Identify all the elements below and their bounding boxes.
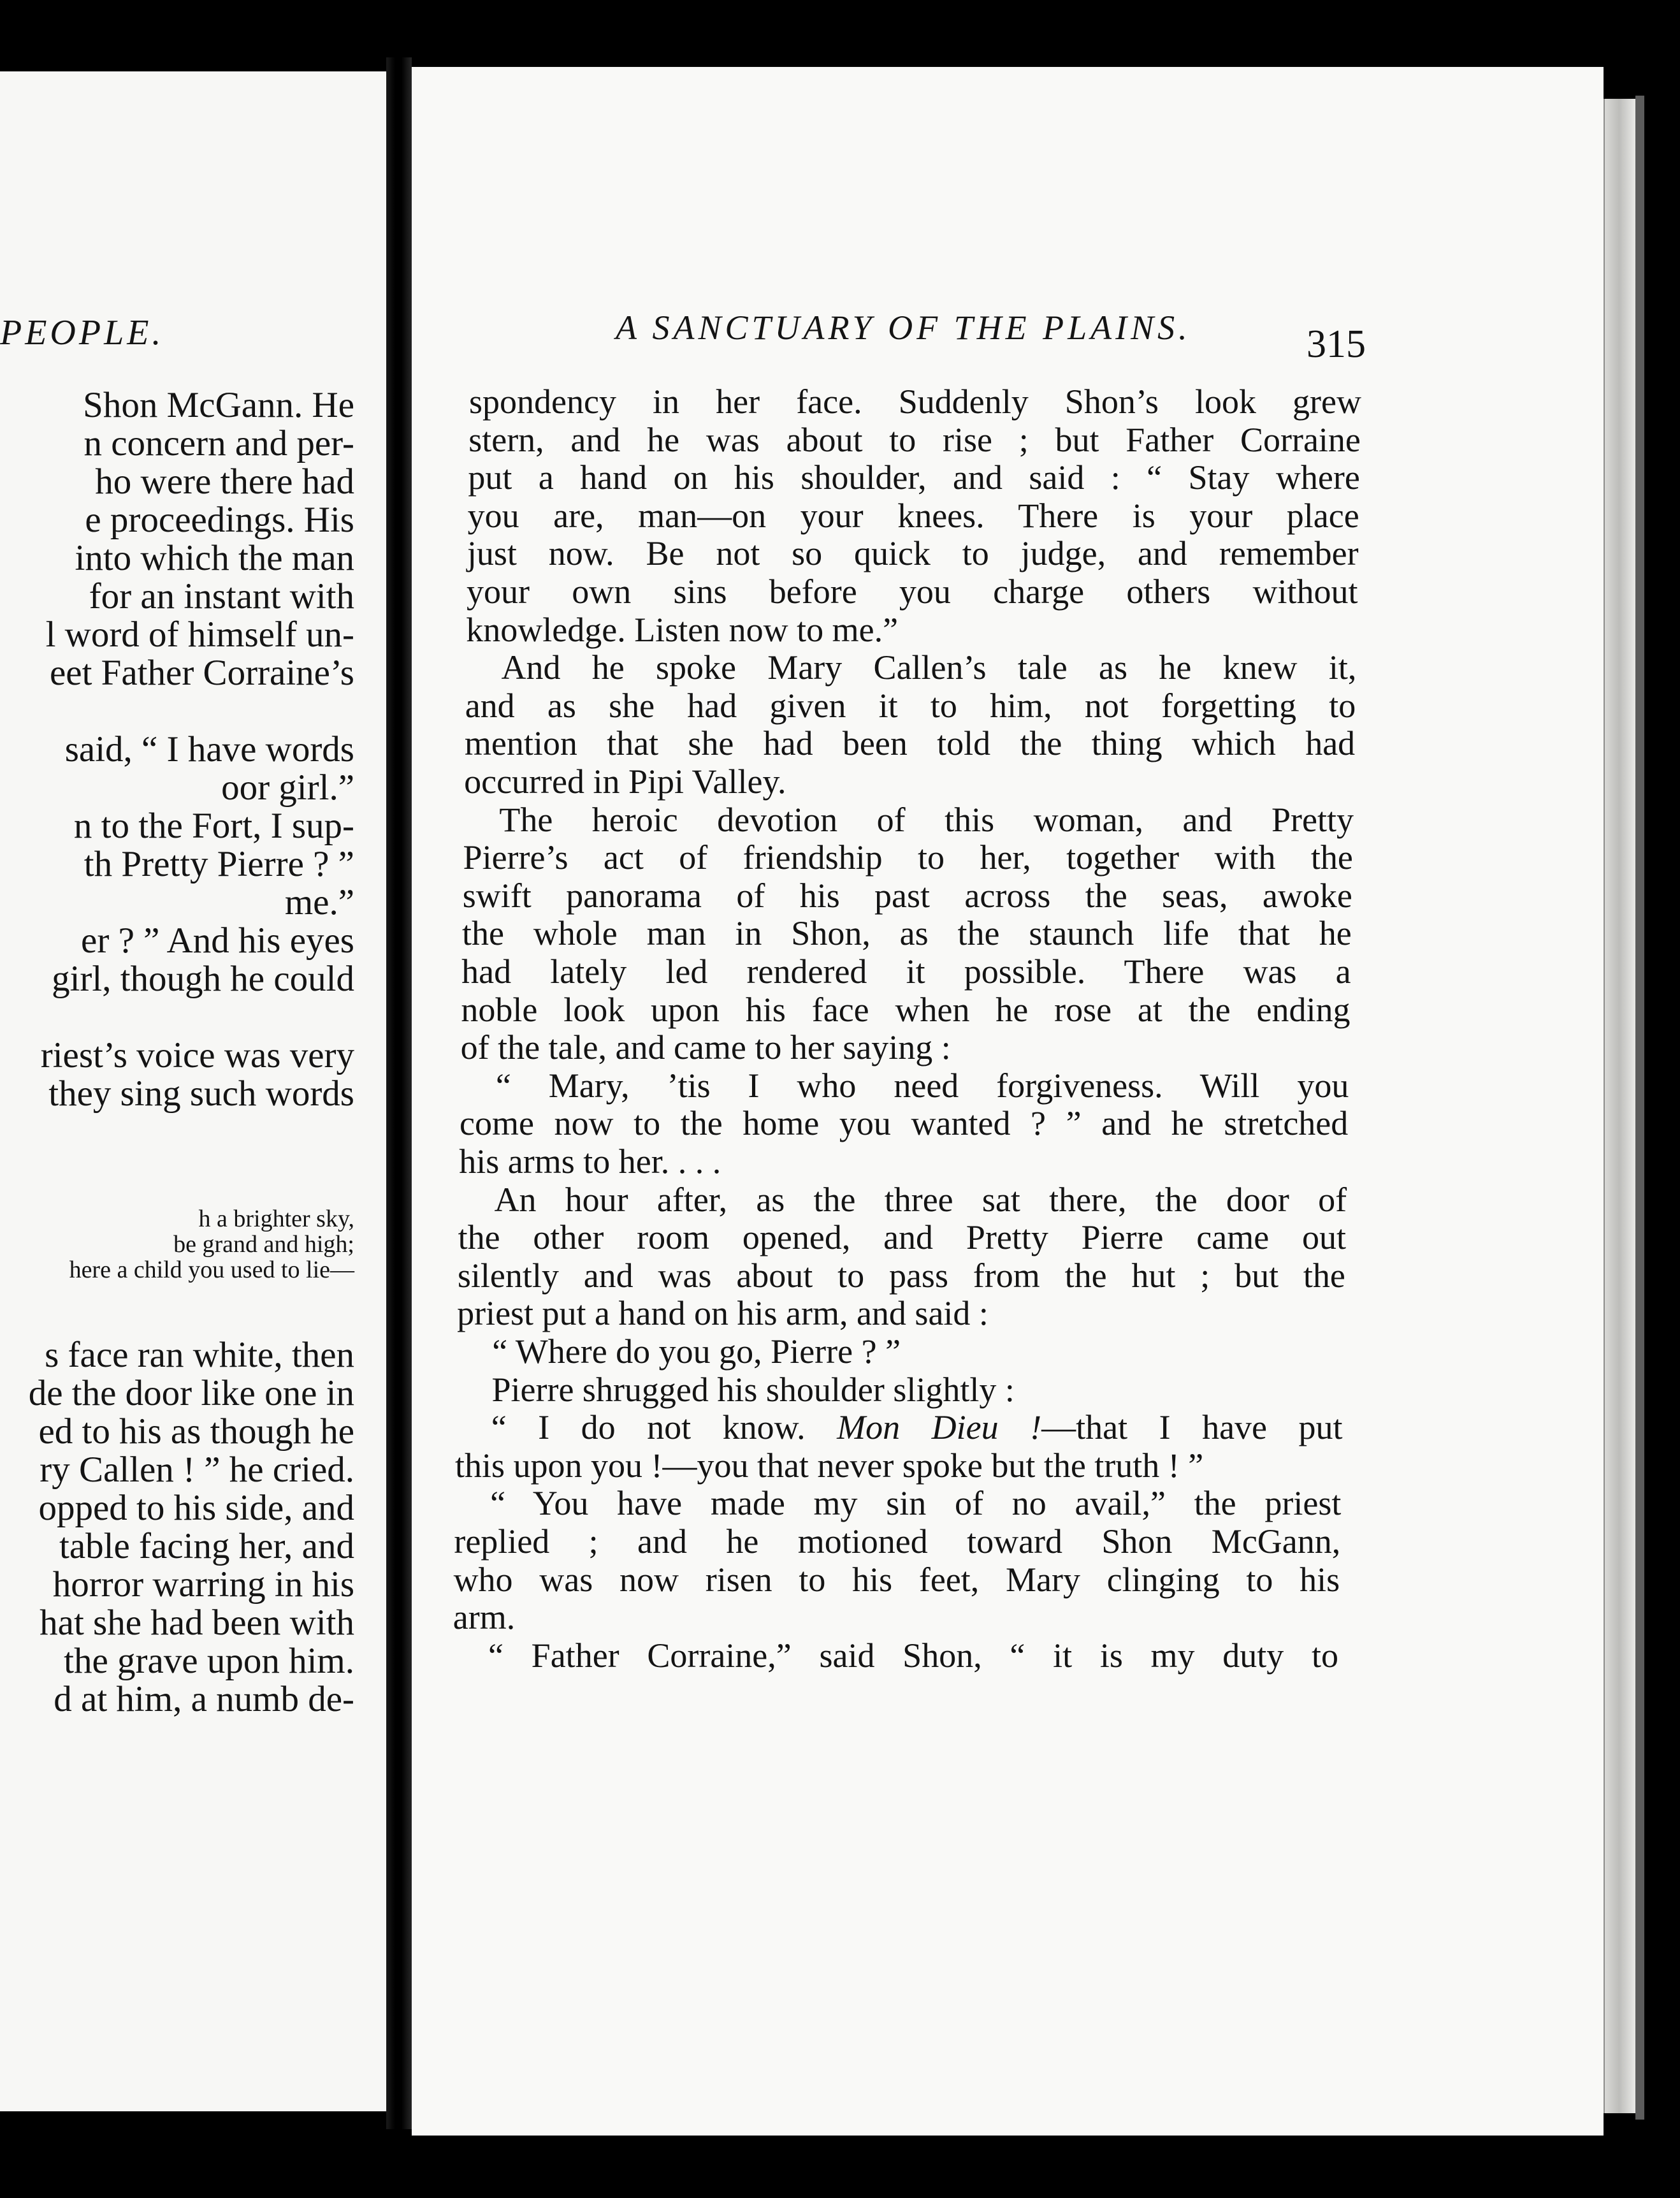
body-text-line: “ I do not know. Mon Dieu !—that I have put xyxy=(491,1408,1343,1447)
body-text-line: spondency in her face. Suddenly Shon’s look grew xyxy=(469,382,1361,421)
left-text-line: n concern and per- xyxy=(83,423,354,463)
left-text-line: opped to his side, and xyxy=(38,1488,354,1528)
left-text-line: s face ran white, then xyxy=(45,1335,354,1375)
body-text-line: “ Where do you go, Pierre ? ” xyxy=(492,1332,901,1371)
body-text-line: Pierre shrugged his shoulder slightly : xyxy=(491,1370,1015,1409)
left-text-line: oor girl.” xyxy=(221,768,354,808)
body-text-line: and as she had given it to him, not forgetting to xyxy=(465,686,1356,725)
body-text-line: come now to the home you wanted ? ” and he stretched xyxy=(460,1104,1349,1143)
left-text-line: hat she had been with xyxy=(40,1603,354,1643)
page-edge-shadow xyxy=(1635,96,1644,2120)
body-text-line: who was now risen to his feet, Mary clinging to his xyxy=(453,1560,1340,1599)
body-text-line: priest put a hand on his arm, and said : xyxy=(457,1294,988,1333)
body-text-line: your own sins before you charge others without xyxy=(467,572,1358,611)
body-text-line: the other room opened, and Pretty Pierre came out xyxy=(458,1218,1346,1257)
left-poem-line: h a brighter sky, xyxy=(198,1205,354,1232)
left-text-line: into which the man xyxy=(75,538,354,578)
body-text-line: you are, man—on your knees. There is your place xyxy=(467,496,1359,535)
body-text-line: And he spoke Mary Callen’s tale as he knew it, xyxy=(501,648,1357,687)
left-text-line: ry Callen ! ” he cried. xyxy=(40,1450,354,1490)
left-text-line: ed to his as though he xyxy=(38,1411,354,1452)
body-text-line: put a hand on his shoulder, and said : “ Stay where xyxy=(468,458,1360,497)
body-text-line: The heroic devotion of this woman, and Pretty xyxy=(499,800,1354,839)
body-text-line: An hour after, as the three sat there, the door of xyxy=(494,1180,1347,1219)
left-text-line: the grave upon him. xyxy=(64,1641,354,1681)
page-edge xyxy=(1604,99,1637,2113)
body-text-line: this upon you !—you that never spoke but the truth ! ” xyxy=(454,1446,1204,1485)
left-text-line: for an instant with xyxy=(89,576,354,616)
left-page xyxy=(0,71,386,2111)
body-text-line: his arms to her. . . . xyxy=(459,1142,721,1181)
body-text-line: “ Mary, ’tis I who need forgiveness. Will you xyxy=(495,1066,1349,1105)
body-text-line: “ Father Corraine,” said Shon, “ it is my duty to xyxy=(488,1636,1338,1675)
body-text-line: stern, and he was about to rise ; but Father Corraine xyxy=(468,420,1361,459)
left-text-line: d at him, a numb de- xyxy=(54,1679,354,1719)
left-text-line: riest’s voice was very xyxy=(40,1035,354,1075)
left-text-line: eet Father Corraine’s xyxy=(50,653,354,693)
body-text-line: mention that she had been told the thing which had xyxy=(464,724,1356,763)
body-text-line: noble look upon his face when he rose at the ending xyxy=(461,990,1351,1029)
page-number: 315 xyxy=(1307,323,1366,366)
left-poem-line: here a child you used to lie— xyxy=(69,1256,354,1283)
left-text-line: ho were there had xyxy=(95,462,354,502)
body-text-line: swift panorama of his past across the seas, awoke xyxy=(462,876,1352,915)
left-text-line: horror warring in his xyxy=(52,1564,354,1605)
right-running-header: A SANCTUARY OF THE PLAINS. xyxy=(616,309,1191,347)
left-text-line: me.” xyxy=(284,882,354,922)
left-text-line: de the door like one in xyxy=(28,1373,354,1413)
body-text-line: knowledge. Listen now to me.” xyxy=(466,610,899,649)
left-running-header: PEOPLE. xyxy=(0,313,164,353)
left-text-line: said, “ I have words xyxy=(64,729,354,769)
left-text-line: e proceedings. His xyxy=(85,500,354,540)
left-text-line: n to the Fort, I sup- xyxy=(73,806,354,846)
body-text-line: “ You have made my sin of no avail,” the priest xyxy=(490,1484,1342,1523)
left-text-line: er ? ” And his eyes xyxy=(81,921,354,961)
left-text-line: girl, though he could xyxy=(52,959,354,999)
book-gutter xyxy=(386,57,412,2129)
body-text-line: arm. xyxy=(453,1598,516,1637)
body-text-line: had lately led rendered it possible. There was a xyxy=(461,952,1351,991)
left-text-line: Shon McGann. He xyxy=(83,385,354,425)
left-text-line: they sing such words xyxy=(48,1074,354,1114)
body-text-line: replied ; and he motioned toward Shon McGann, xyxy=(454,1522,1341,1561)
left-poem-line: be grand and high; xyxy=(173,1231,354,1258)
body-text-line: occurred in Pipi Valley. xyxy=(464,762,786,801)
body-text-line: of the tale, and came to her saying : xyxy=(460,1028,951,1067)
left-text-line: table facing her, and xyxy=(59,1526,354,1566)
body-text-line: silently and was about to pass from the hut ; but the xyxy=(457,1256,1345,1295)
body-text-line: Pierre’s act of friendship to her, together with the xyxy=(463,838,1353,877)
left-text-line: th Pretty Pierre ? ” xyxy=(83,844,354,884)
body-text-line: the whole man in Shon, as the staunch life that he xyxy=(461,914,1352,953)
left-text-line: l word of himself un- xyxy=(45,615,354,655)
right-page xyxy=(412,67,1604,2136)
body-text-line: just now. Be not so quick to judge, and remember xyxy=(467,534,1359,573)
